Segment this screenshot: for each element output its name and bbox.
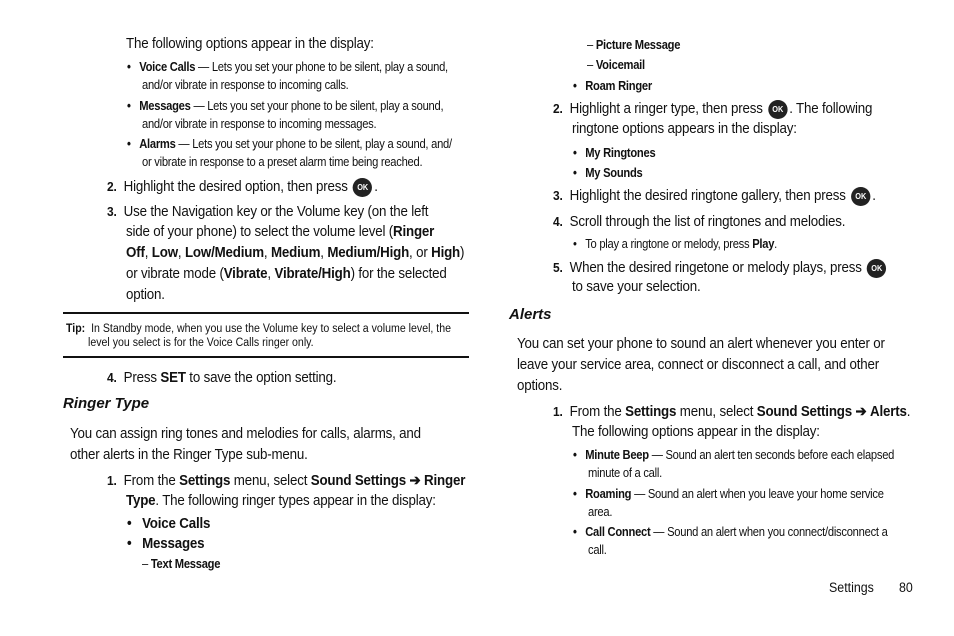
opt-my-ringtones: • My Ringtones	[573, 145, 656, 160]
bullet-voice-calls-desc: and/or vibrate in response to incoming calls.	[142, 77, 349, 92]
alerts-para-line1: You can set your phone to sound an alert whenever you enter or	[517, 336, 885, 352]
alert-call-connect: • Call Connect — Sound an alert when you connect/disconnect a	[573, 524, 888, 539]
ringer-para-line1: You can assign ring tones and melodies for calls, alarms, and	[70, 426, 421, 442]
alert-call-connect-desc: call.	[588, 542, 607, 557]
bullet-messages-desc: and/or vibrate in response to incoming messages.	[142, 116, 377, 131]
step-2: 2. Highlight the desired option, then press OK .	[107, 179, 378, 195]
tip-top-rule	[63, 312, 469, 314]
ok-key-icon: OK	[768, 100, 787, 119]
alert-roaming-desc: area.	[588, 504, 613, 519]
ringer-step-1: 1. From the Settings menu, select Sound Settings ➔ Ringer	[107, 473, 466, 489]
r-step-2-line2: ringtone options appears in the display:	[572, 121, 797, 137]
ok-key-icon: OK	[867, 259, 886, 278]
opt-my-sounds: • My Sounds	[573, 165, 643, 180]
tip-box: Tip: In Standby mode, when you use the Volume key to select a volume level, the	[66, 323, 452, 335]
play-tip: • To play a ringtone or melody, press Play.	[573, 236, 778, 251]
sub-voicemail: – Voicemail	[587, 57, 645, 72]
type-messages: • Messages	[127, 536, 205, 552]
ringer-type-heading: Ringer Type	[63, 395, 150, 412]
sub-picture-message: – Picture Message	[587, 37, 681, 52]
roam-ringer: • Roam Ringer	[573, 78, 652, 93]
bullet-voice-calls: • Voice Calls — Lets you set your phone to be silent, play a sound,	[127, 59, 448, 74]
tip-line2: level you select is for the Voice Calls ringer only.	[88, 337, 314, 349]
footer-section: Settings	[829, 580, 874, 595]
alerts-heading: Alerts	[509, 306, 552, 323]
alerts-step-1: 1. From the Settings menu, select Sound Settings ➔ Alerts.	[553, 404, 911, 420]
r-step-5: 5. When the desired ringetone or melody plays, press OK	[553, 257, 917, 279]
step-3-line5: option.	[126, 287, 165, 303]
ok-key-icon: OK	[851, 187, 870, 206]
alerts-step-1-line2: The following options appear in the display:	[572, 424, 820, 440]
tip-bottom-rule	[63, 356, 469, 358]
alert-minute-beep: • Minute Beep — Sound an alert ten seconds before each elapsed	[573, 447, 895, 462]
ringer-step-1-line2: Type. The following ringer types appear in the display:	[126, 493, 436, 509]
bullet-messages: • Messages — Lets you set your phone to be silent, play a sound,	[127, 98, 444, 113]
r-step-2: 2. Highlight a ringer type, then press OK . The following	[553, 101, 873, 117]
bullet-alarms: • Alarms — Lets you set your phone to be silent, play a sound, and/	[127, 136, 452, 151]
ringer-para-line2: other alerts in the Ringer Type sub-menu.	[70, 447, 308, 463]
page-number: 80	[899, 580, 913, 595]
ok-key-icon: OK	[353, 178, 372, 197]
step-3: 3. Use the Navigation key or the Volume key (on the left	[107, 204, 429, 220]
intro-text: The following options appear in the display:	[126, 36, 374, 52]
type-voice-calls: • Voice Calls	[127, 516, 211, 532]
step-3-line4: or vibrate mode (Vibrate, Vibrate/High) for the selected	[126, 266, 447, 282]
step-3-line3: Off, Low, Low/Medium, Medium, Medium/High, or High)	[126, 245, 465, 261]
r-step-4: 4. Scroll through the list of ringtones and melodies.	[553, 214, 846, 230]
sub-text-message: – Text Message	[142, 556, 221, 571]
alerts-para-line2: leave your service area, connect or disconnect a call, and other	[517, 357, 879, 373]
alert-minute-beep-desc: minute of a call.	[588, 465, 662, 480]
alerts-para-line3: options.	[517, 378, 563, 394]
step-3-line2: side of your phone) to select the volume level (Ringer	[126, 224, 435, 240]
step-4: 4. Press SET to save the option setting.	[107, 370, 337, 386]
r-step-5-line2: to save your selection.	[572, 279, 701, 295]
alert-roaming: • Roaming — Sound an alert when you leave your home service	[573, 486, 884, 501]
r-step-3: 3. Highlight the desired ringtone gallery, then press OK .	[553, 188, 876, 204]
bullet-alarms-desc: or vibrate in response to a preset alarm time being reached.	[142, 154, 423, 169]
